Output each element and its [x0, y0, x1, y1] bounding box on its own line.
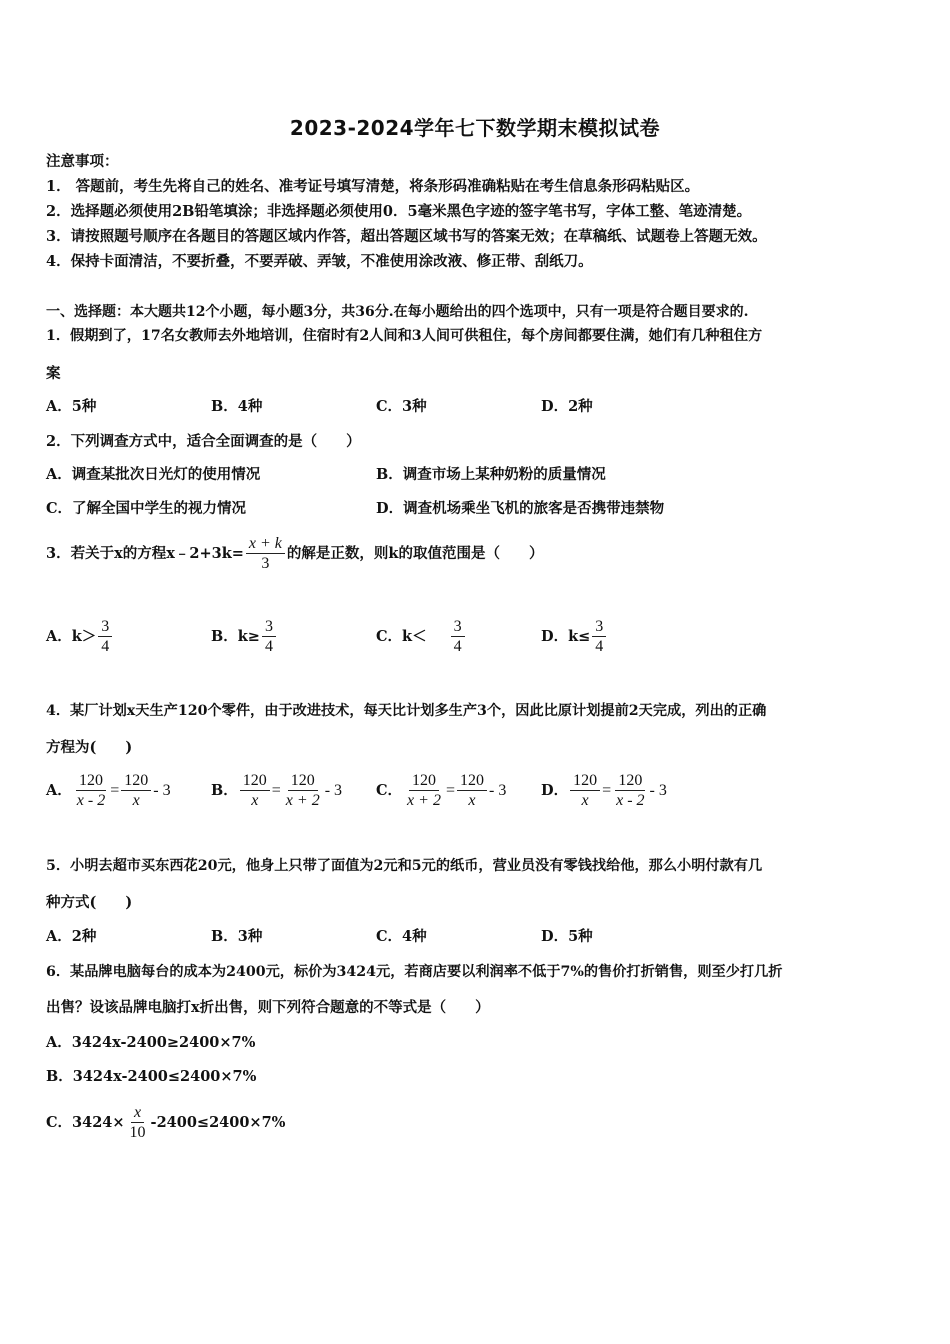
q2-option-c: C．了解全国中学生的视力情况 — [46, 500, 247, 517]
notice-item-3: 3．请按照题号顺序在各题目的答题区域内作答，超出答题区域书写的答案无效；在草稿纸、试题卷上答题无效。 — [46, 228, 767, 245]
q3-stem-end: 的解是正数，则k的取值范围是（ ） — [286, 544, 544, 562]
q3-stem-start: 3．若关于x的方程x﹣2+3k= — [46, 544, 244, 562]
page-title: 2023-2024学年七下数学期末模拟试卷 — [289, 116, 661, 140]
q3-option-b-num: 3 — [262, 617, 276, 637]
q3-option-a-den: 4 — [101, 638, 110, 655]
q3-stem — [46, 534, 543, 573]
q4-c-n1: 120 — [409, 771, 439, 791]
section-heading: 一、选择题：本大题共12个小题，每小题3分，共36分.在每小题给出的四个选项中，只有一项是符合题目要求的. — [46, 304, 749, 320]
q4-c-d1: x + 2 — [407, 792, 441, 809]
q1-option-d: D．2种 — [541, 398, 593, 415]
q3-option-d-den: 4 — [595, 638, 604, 655]
q4-b-d2: x + 2 — [285, 792, 320, 809]
q1-stem-line1: 1．假期到了，17名女教师去外地培训，住宿时有2人间和3人间可供租住，每个房间都要住满，她们有几种租住方 — [46, 328, 763, 344]
q4-option-b: B． $\frac{120}{x}$ = $\frac{120}{x + 2}$ - 3 — [211, 772, 343, 809]
q1-stem-line2: 案 — [46, 365, 61, 382]
q3-option-a — [46, 617, 114, 656]
q5-option-c: C．4种 — [376, 928, 427, 945]
q4-option-d: D． $\frac{120}{x}$ = $\frac{120}{x - 2}$ - 3 — [541, 772, 667, 809]
q3-option-b-den: 4 — [264, 638, 273, 655]
q4-a-d1: x - 2 — [76, 792, 106, 809]
q4-option-c: C． $\frac{120}{x + 2}$ = $\frac{120}{x}$ - 3 — [376, 772, 507, 809]
q4-stem-line2: 方程为( ) — [46, 739, 133, 756]
q3-fraction — [246, 534, 285, 573]
q6-option-c-start: C．3424× — [46, 1113, 125, 1131]
q5-option-d: D．5种 — [541, 928, 593, 945]
q4-c-tail: - 3 — [488, 781, 507, 799]
q4-d-n1: 120 — [570, 771, 600, 791]
q3-option-b — [211, 617, 278, 656]
q4-d-d2: x - 2 — [616, 792, 645, 809]
q6-option-c — [46, 1103, 285, 1142]
q4-b-n1: 120 — [240, 771, 270, 791]
q4-b-d1: x — [251, 792, 259, 809]
q3-option-d — [541, 617, 608, 656]
q5-option-a: A．2种 — [46, 928, 97, 945]
notice-item-2: 2．选择题必须使用2B铅笔填涂；非选择题必须使用0．5毫米黑色字迹的签字笔书写，字体工整、笔迹清楚。 — [46, 203, 752, 220]
q3-option-b-fraction — [262, 617, 276, 656]
q6-option-a: A．3424x-2400≥2400×7% — [46, 1034, 256, 1051]
q2-option-b: B．调查市场上某种奶粉的质量情况 — [376, 466, 606, 483]
notice-heading: 注意事项： — [46, 153, 119, 170]
q3-option-b-label: B．k≥ — [211, 627, 260, 645]
q4-option-a-label: A． — [46, 781, 72, 799]
q4-c-d2: x — [468, 792, 476, 809]
q4-option-b-label: B． — [211, 781, 238, 799]
q3-option-a-num: 3 — [98, 617, 112, 637]
q6-stem-line2: 出售？设该品牌电脑打x折出售，则下列符合题意的不等式是（ ） — [46, 999, 490, 1016]
q1-option-c: C．3种 — [376, 398, 427, 415]
q3-option-c-den: 4 — [453, 638, 462, 655]
q3-option-d-fraction — [592, 617, 606, 656]
q4-b-n2: 120 — [288, 771, 318, 791]
q3-option-c-fraction — [451, 617, 465, 656]
q3-option-c-label: C．k＜ — [376, 627, 427, 645]
q5-option-b: B．3种 — [211, 928, 263, 945]
q3-option-a-fraction — [98, 617, 112, 656]
q1-option-b: B．4种 — [211, 398, 263, 415]
q6-option-b: B．3424x-2400≤2400×7% — [46, 1068, 257, 1085]
q4-d-n2: 120 — [615, 771, 645, 791]
q3-fraction-denominator: 3 — [261, 555, 270, 572]
q4-a-n2: 120 — [121, 771, 151, 791]
q4-a-tail: - 3 — [153, 781, 171, 799]
q6-option-c-den: 10 — [129, 1124, 146, 1141]
q4-stem-line1: 4．某厂计划x天生产120个零件，由于改进技术，每天比计划多生产3个，因此比原计划提前2天完成，列出的正确 — [46, 703, 767, 719]
q2-stem: 2．下列调查方式中，适合全面调查的是（ ） — [46, 433, 361, 450]
q6-option-c-fraction — [127, 1103, 149, 1142]
q1-option-a: A．5种 — [46, 398, 97, 415]
q5-stem-line2: 种方式( ) — [46, 894, 133, 911]
notice-item-4: 4．保持卡面清洁，不要折叠，不要弄破、弄皱，不准使用涂改液、修正带、刮纸刀。 — [46, 253, 593, 270]
q3-option-c — [376, 617, 467, 656]
q4-option-d-label: D． — [541, 781, 569, 799]
q4-d-d1: x — [581, 792, 589, 809]
q6-option-c-num: x — [131, 1103, 144, 1123]
notice-item-1: 1． 答题前，考生先将自己的姓名、准考证号填写清楚，将条形码准确粘贴在考生信息条形码粘贴区。 — [46, 178, 700, 195]
q2-option-a: A．调查某批次日光灯的使用情况 — [46, 466, 261, 483]
q4-b-tail: - 3 — [324, 781, 343, 799]
q3-option-a-label: A．k＞ — [46, 627, 97, 645]
q4-a-d2: x — [132, 792, 140, 809]
q6-option-c-end: -2400≤2400×7% — [150, 1113, 286, 1131]
q6-stem-line1: 6．某品牌电脑每台的成本为2400元，标价为3424元，若商店要以利润率不低于7%的售价打折销售，则至少打几折 — [46, 964, 783, 980]
q4-a-n1: 120 — [76, 771, 106, 791]
q2-option-d: D．调查机场乘坐飞机的旅客是否携带违禁物 — [376, 500, 665, 517]
q4-d-tail: - 3 — [649, 781, 667, 799]
q3-option-c-num: 3 — [451, 617, 465, 637]
q4-c-n2: 120 — [457, 771, 487, 791]
q3-fraction-numerator: x + k — [246, 534, 285, 554]
q4-option-c-label: C． — [376, 781, 403, 799]
q5-stem-line1: 5．小明去超市买东西花20元，他身上只带了面值为2元和5元的纸币，营业员没有零钱找给他，那么小明付款有几 — [46, 858, 763, 874]
q3-option-d-num: 3 — [592, 617, 606, 637]
q4-option-a: A． $\frac{120}{x - 2}$ = $\frac{120}{x}$ - 3 — [46, 772, 171, 809]
q3-option-d-label: D．k≤ — [541, 627, 591, 645]
